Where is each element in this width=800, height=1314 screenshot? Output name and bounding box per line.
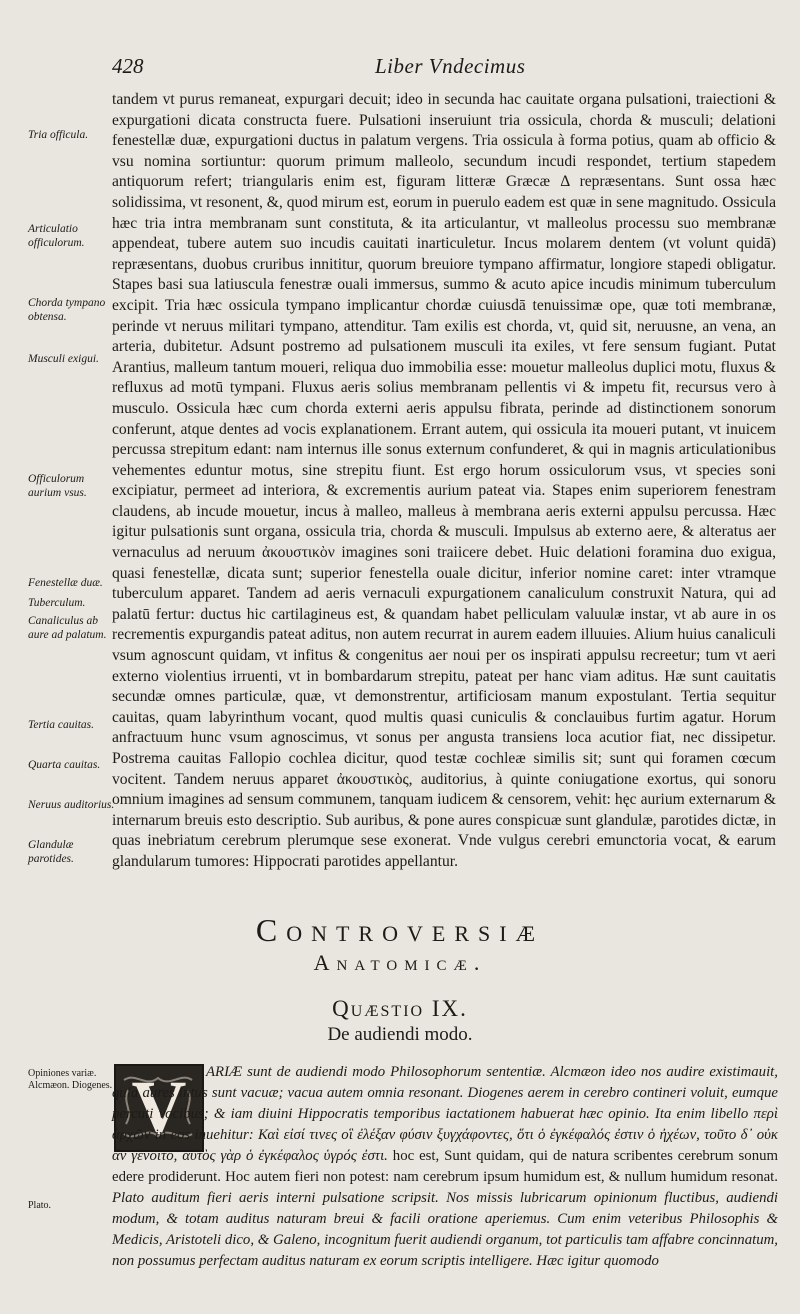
- margin-note: Chorda tympano obtensa.: [28, 297, 106, 323]
- page-header: [0, 54, 800, 84]
- margin-note: Officulorum aurium vsus.: [28, 473, 87, 499]
- margin-note: Glandulæ parotides.: [28, 839, 74, 865]
- section-heading: Controversiæ: [255, 912, 545, 948]
- margin-note: Plato.: [28, 1200, 52, 1211]
- margin-note: Fenestellæ duæ.: [28, 577, 103, 589]
- question-paragraph: [112, 1062, 778, 1272]
- margin-note: Musculi exigui.: [28, 353, 99, 365]
- margin-note: Tertia cauitas.: [28, 719, 95, 731]
- margin-note: Opiniones variæ. Alcmæon. Diogenes.: [28, 1068, 113, 1091]
- drop-cap-letter: V: [131, 1066, 187, 1150]
- question-paragraph-translation: hoc est, Sunt quidam, qui de natura scribentes cerebrum sonum edere prodiderunt. Hoc autem fieri non potest: nam cerebrum ipsum humidum est, & nullum humidum resonat.: [112, 1148, 778, 1185]
- margin-note: Neruus auditorius.: [28, 799, 115, 811]
- body-paragraph: [112, 90, 776, 873]
- section-subheading: Anatomicæ.: [313, 950, 487, 975]
- question-paragraph-end: Plato auditum fieri aeris interni pulsatione scripsit. Nos missis lubricarum opinionum fluctibus, audiendi modum, & totam auditus naturam breui & facili oratione aperiemus. Cum enim veteribus Philosophis & Medicis, Aristoteli dico, & Galeno, incognitum fuerit audiendi organum, tot particulis tam affabre concinnatum, non possumus perfectam auditus naturam ex eorum scriptis intelligere. Hæc igitur quomodo: [112, 1190, 778, 1269]
- margin-note: Articulatio officulorum.: [28, 223, 85, 249]
- question-paragraph-start: ARIÆ sunt de audiendi modo Philosophorum sententiæ. Alcmæon ideo nos audire existimauit, quia aures intus sunt vacuæ; vacua autem omnia resonant. Diogenes aerem in cerebro contineri voluit, eumque percuti vocibus; & iam diuini Hippocratis temporibus iactationem habuerat hæc opinio. Ita enim libello περὶ ἀρχῶν in eos inuehitur: Καὶ εἰσί τινες οἳ ἐλέξαν φύσιν ξυγχάφοντες, ὅτι ὁ ἐγκέφαλός ἐστιν ὁ ἠχέων, τοῦτο δ᾽ οὐκ ἂν γένοιτο, αὐτὸς γὰρ ὁ ἐγκέφαλος ὑγρός ἐστι.: [112, 1064, 778, 1164]
- question-number: Quæstio IX.: [332, 996, 468, 1021]
- margin-note: Quarta cauitas.: [28, 759, 101, 771]
- running-title: Liber Vndecimus: [375, 54, 526, 78]
- question-title: De audiendi modo.: [327, 1024, 473, 1045]
- margin-note: Tuberculum.: [28, 597, 86, 609]
- page-number: 428: [112, 54, 144, 78]
- body-paragraph-text: tandem vt purus remaneat, expurgari decuit; ideo in secunda hac cauitate organa pulsationi, traiectioni & expurgationi dicata constructa fuere. Pulsationi inseruiunt tria ossicula, chorda & musculi; delationi fenestellæ duæ, expurgationi ductus in palatum vergens. Tria ossicula à forma potius, quam ab officio & vsu nomina sortiuntur: quorum primum malleolo, secundum incudi respondet, tertium stapedem antiquorum refert; triangularis enim est, figuram litteræ Græcæ Δ repræsentans. Sunt ossa hæc solidissima, vt resonent, &, quod mirum est, eorum in puerulo eadem est quæ in sene magnitudo. Ossicula hæc tria intra membranam sunt constituta, & ita articulantur, vt malleolus processu suo membranæ appendeat, tubere autem suo incudis cauitati inarticuletur. Incus molarem dentem (vt volunt quidā) repræsentans, duobus cruribus innititur, quorum breuiore tympano affirmatur, longiore stapedi obligatur. Stapes basi sua latiuscula fenestræ ouali immersus, summo & acuto apice incudis minimum tuberculum excipit. Tria hæc ossicula tympano implicantur chordæ cuiusdā tenuissimæ ope, quæ toti membranæ, perinde vt neruus militari tympano, attenditur. Tam exilis est chorda, vt, quid sit, neruusne, an vena, an arteria, dubitetur. Adsunt postremo ad pulsationem musculi ita exiles, vt fere sensum fugiant. Putat Arantius, malleum tantum moueri, reliqua duo immobilia esse: mouetur malleolus duplici motu, fluxus & refluxus ad motū tympani. Fluxus aeris solius membranam pellentis vi & impetu fit, recursus vero à musculo. Ossicula hæc cum chorda externi aeris appulsu fibrata, perinde ad distinctionem sonorum conferunt, atque dentes ad vocis explanationem. Errant autem, qui ossicula ita moueri putant, vt inuicem percussa strepitum edant: nam internus ille sonus externum confunderet, & qui in magnis articulationibus vehementes eduntur motus, sine strepitu fiunt. Est ergo horum ossiculorum vsus, vt species soni excipiatur, permeet ad interiora, & excrementis aurium pateat via. Stapes enim superiorem fenestram claudens, ab incude mouetur, incus à malleo, malleus à membrana aeris externi appulsu percussa. Hæc igitur pulsationis sunt organa, ossicula tria, chorda & musculi. Impulsus ab externo aere, & alteratus aer vernaculus ad neruum ἀκουστικὸν imagines soni traiicere debet. Huic delationi foramina duo exigua, quasi fenestellæ, dicata sunt; superior fenestella ouale dicitur, inferior nomine caret: inter vtramque tuberculum apparet. Tandem ad aeris vernaculi expurgationem canaliculum construxit Natura, qui ad palatū fertur: ductus hic cartilagineus est, & quandam habet pelliculam valuulæ instar, vt ab aure in os recrementis expurgandis pateat aditus, non autem recurrat in aurem eadem illuuies. Alium huius canaliculi vsum agnoscunt quidam, vt infitus & congenitus aer noui per os inspirati appulsu recreetur; tum vt aeri externo violentius irruenti, vt in bombardarum strepitu, pateat per hanc viam aditus. Hæ sunt cauitatis secundæ omnes particulæ, quæ, vt demonstrentur, artificiosam manum expostulant. Tertia sequitur cauitas, quam labyrinthum vocant, quod multis quasi cuniculis & conclauibus furtim agatur. Horum anfractuum hunc vsum agnoscimus, vt sonus per angusta transiens loca acutior fiat, nec dissipetur. Postrema cauitas Fallopio cochlea dicitur, quod testæ cochleæ similis sit; sunt qui foramen cœcum vocitent. Tandem neruus apparet ἀκουστικὸς, auditorius, à quinte coniugatione exortus, qui sonoru omnium imagines ad sensum communem, tanquam iudicem & censorem, vehit: hęc aurium externarum & internarum breuis esto descriptio. Sub auribus, & pone aures conspicuæ sunt glandulæ, parotides dictæ, in quas inebriatum cerebrum plerumque sese exonerat. Vnde vulgus cerebri emunctoria vocat, & earum glandularum tumores: Hippocrati parotides appellantur.: [112, 91, 776, 870]
- margin-note: Canaliculus ab aure ad palatum.: [28, 615, 107, 641]
- margin-note: Tria officula.: [28, 129, 89, 141]
